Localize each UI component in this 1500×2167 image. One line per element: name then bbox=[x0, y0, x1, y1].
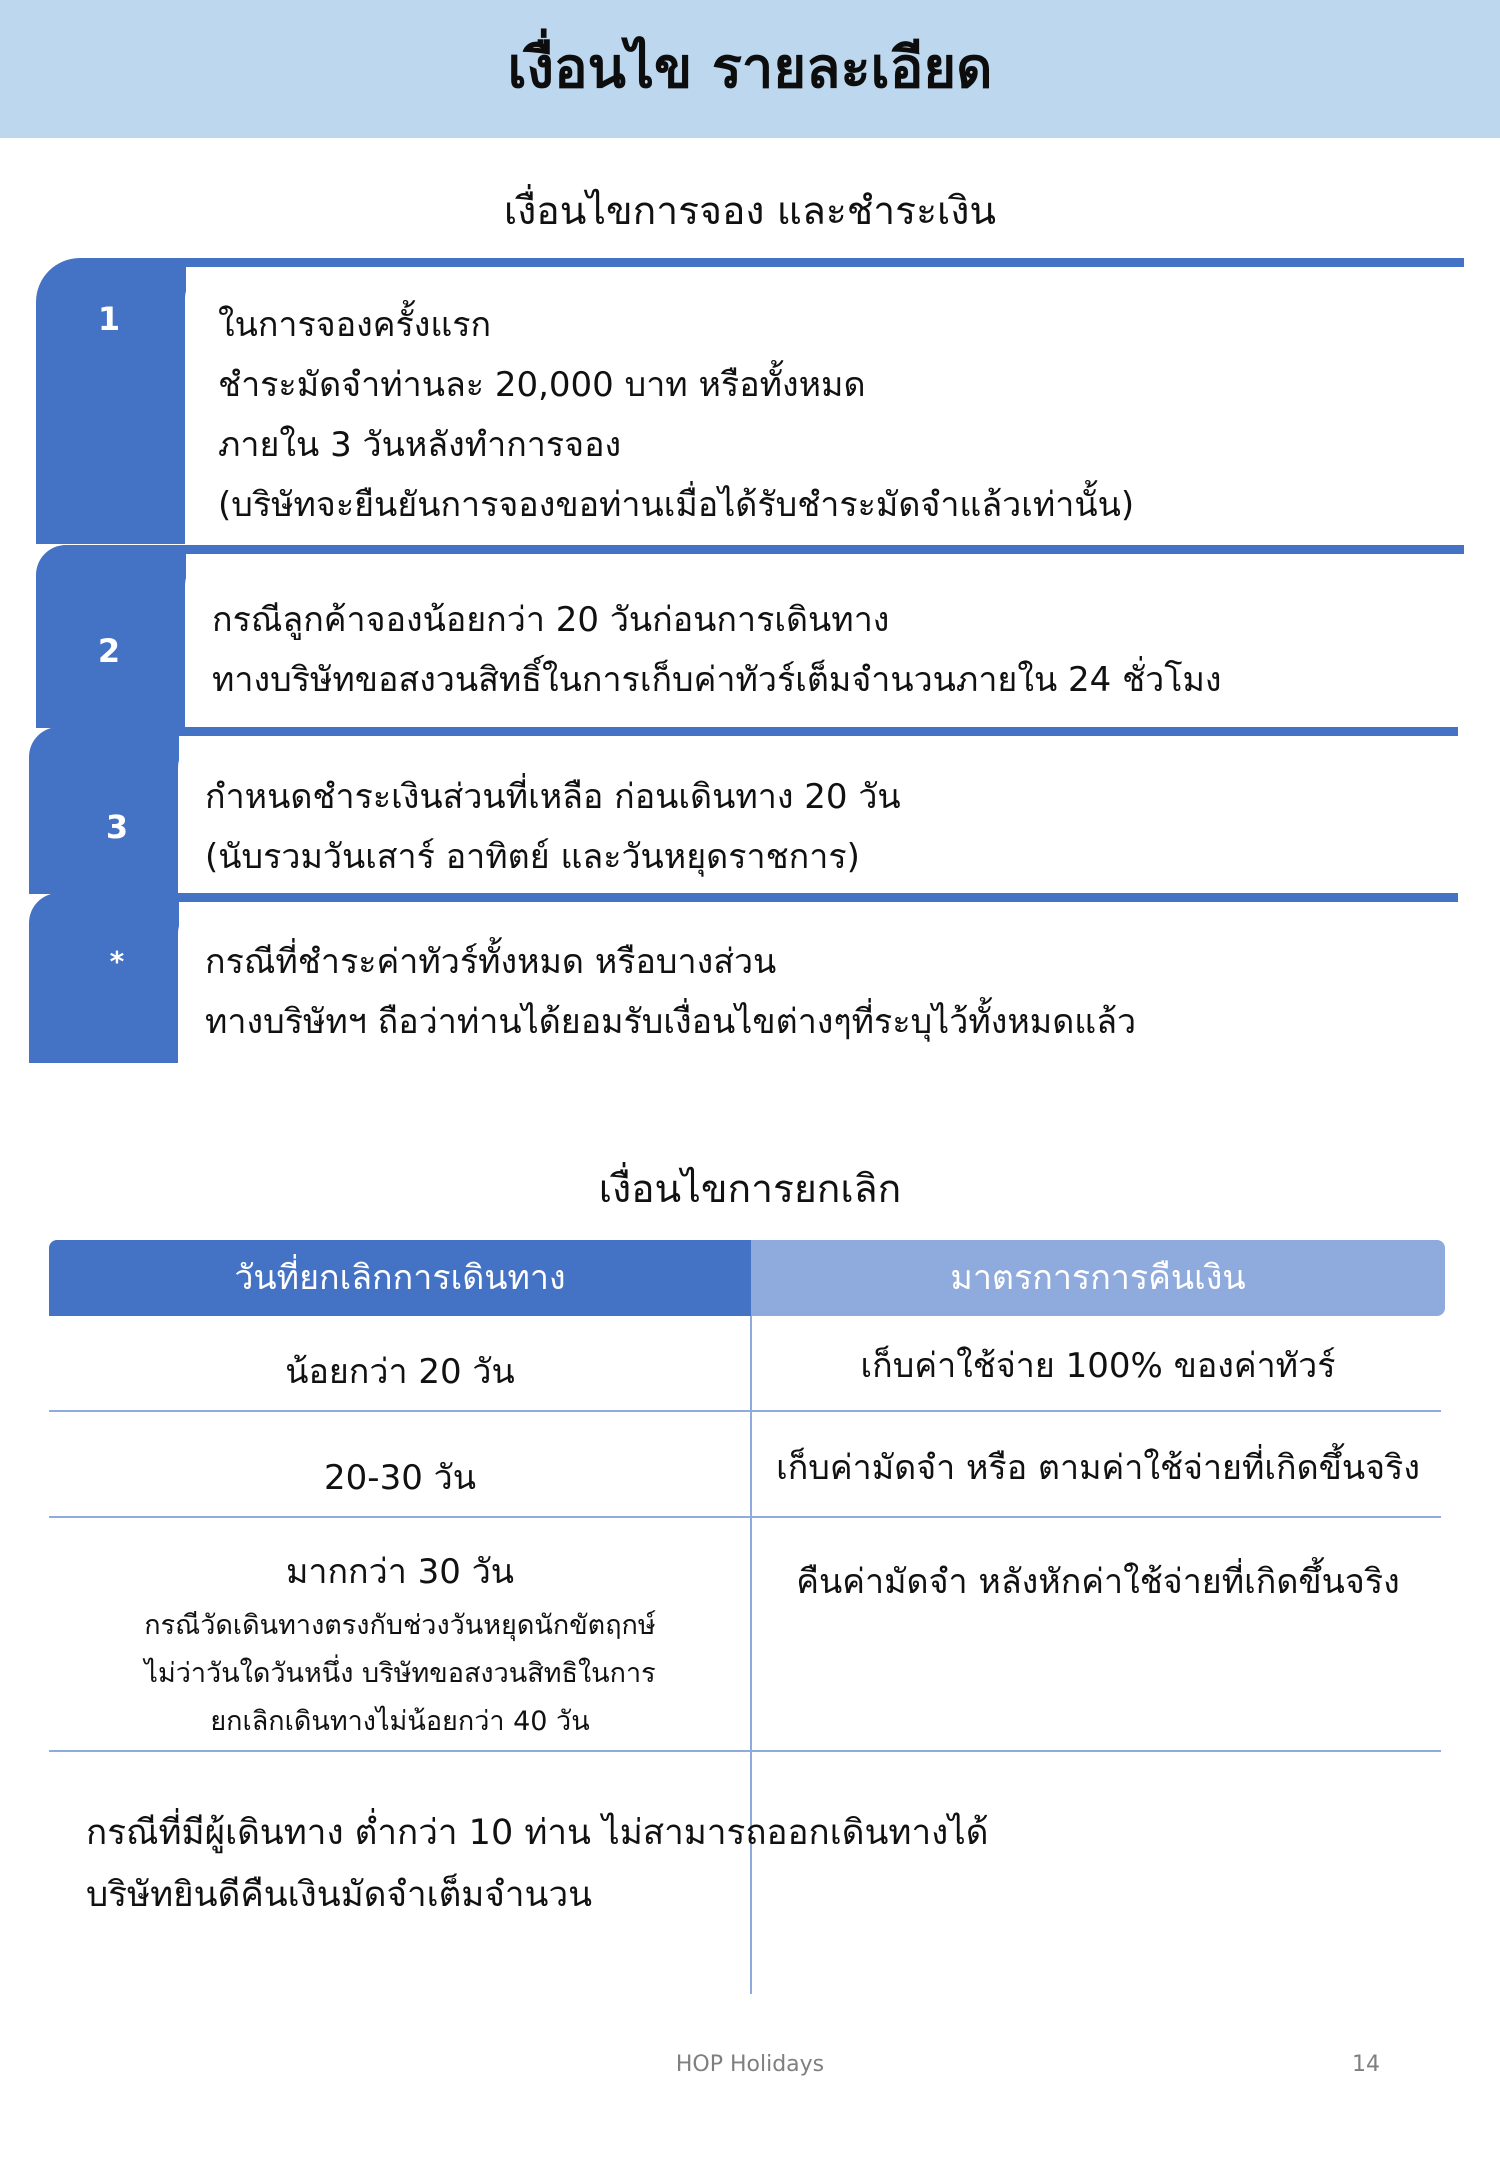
step-note-marker: * bbox=[109, 945, 125, 978]
step-note-line bbox=[150, 893, 1458, 902]
row-3-note-line-2: ไม่ว่าวันใดวันหนึ่ง บริษัทขอสงวนสิทธิในการ bbox=[144, 1658, 656, 1689]
cancellation-section-title: เงื่อนไขการยกเลิก bbox=[598, 1167, 902, 1212]
step-note-line-1: กรณีที่ชำระค่าทัวร์ทั้งหมด หรือบางส่วน bbox=[205, 942, 777, 982]
row-3-refund: คืนค่ามัดจำ หลังหักค่าใช้จ่ายที่เกิดขึ้นจริง bbox=[796, 1562, 1400, 1602]
step-1-line bbox=[150, 258, 1464, 267]
page-header bbox=[0, 0, 1500, 138]
page-title: เงื่อนไข รายละเอียด bbox=[507, 36, 993, 101]
page-number: 14 bbox=[1352, 2052, 1380, 2077]
row-3-period-label: มากกว่า 30 วัน bbox=[285, 1552, 515, 1592]
step-3-line-1: กำหนดชำระเงินส่วนที่เหลือ ก่อนเดินทาง 20 วัน bbox=[205, 777, 901, 817]
row-divider-3 bbox=[49, 1750, 1441, 1752]
row-1-period: น้อยกว่า 20 วัน bbox=[285, 1352, 515, 1392]
step-2-line-1: กรณีลูกค้าจองน้อยกว่า 20 วันก่อนการเดินทาง bbox=[212, 600, 890, 640]
table-header-refund: มาตรการการคืนเงิน bbox=[751, 1240, 1445, 1316]
step-note-tab bbox=[29, 893, 179, 1063]
step-1-marker: 1 bbox=[97, 300, 121, 338]
step-2-line-2: ทางบริษัทขอสงวนสิทธิ์ในการเก็บค่าทัวร์เต็มจำนวนภายใน 24 ชั่วโมง bbox=[212, 660, 1222, 700]
row-3-note-line-3: ยกเลิกเดินทางไม่น้อยกว่า 40 วัน bbox=[210, 1706, 590, 1737]
step-1-text bbox=[218, 295, 1134, 535]
row-3-period-note bbox=[49, 1602, 751, 1746]
row-divider-2 bbox=[49, 1516, 1441, 1518]
booking-section-title: เงื่อนไขการจอง และชำระเงิน bbox=[503, 189, 997, 234]
row-3-note-line-1: กรณีวัดเดินทางตรงกับช่วงวันหยุดนักขัตฤกษ์ bbox=[144, 1610, 656, 1641]
step-1-line-1: ในการจองครั้งแรก bbox=[218, 305, 492, 345]
note-line-1: กรณีที่มีผู้เดินทาง ต่ำกว่า 10 ท่าน ไม่สามารถออกเดินทางได้ bbox=[86, 1813, 989, 1853]
row-3-period bbox=[49, 1544, 751, 1746]
step-2-marker: 2 bbox=[97, 632, 121, 670]
step-1-line-3: ภายใน 3 วันหลังทำการจอง bbox=[218, 425, 622, 465]
step-3-marker: 3 bbox=[105, 808, 129, 846]
step-1-line-4: (บริษัทจะยืนยันการจองขอท่านเมื่อได้รับชำระมัดจำแล้วเท่านั้น) bbox=[218, 485, 1135, 525]
minimum-travelers-note bbox=[86, 1802, 989, 1926]
step-note-text bbox=[205, 932, 1136, 1052]
row-2-refund: เก็บค่ามัดจำ หรือ ตามค่าใช้จ่ายที่เกิดขึ้นจริง bbox=[776, 1448, 1420, 1488]
row-divider-1 bbox=[49, 1410, 1441, 1412]
step-note-line-2: ทางบริษัทฯ ถือว่าท่านได้ยอมรับเงื่อนไขต่างๆที่ระบุไว้ทั้งหมดแล้ว bbox=[205, 1002, 1137, 1042]
step-2-line bbox=[150, 545, 1464, 554]
step-3-line bbox=[150, 727, 1458, 736]
step-3-line-2: (นับรวมวันเสาร์ อาทิตย์ และวันหยุดราชการ) bbox=[205, 837, 860, 877]
row-1-refund: เก็บค่าใช้จ่าย 100% ของค่าทัวร์ bbox=[860, 1346, 1336, 1386]
table-header-period: วันที่ยกเลิกการเดินทาง bbox=[49, 1240, 751, 1316]
step-1-line-2: ชำระมัดจำท่านละ 20,000 บาท หรือทั้งหมด bbox=[218, 365, 866, 405]
footer-brand: HOP Holidays bbox=[675, 2052, 825, 2077]
step-3-text bbox=[205, 767, 901, 887]
note-line-2: บริษัทยินดีคืนเงินมัดจำเต็มจำนวน bbox=[86, 1875, 593, 1915]
row-2-period: 20-30 วัน bbox=[324, 1458, 476, 1498]
step-2-text bbox=[212, 590, 1222, 710]
